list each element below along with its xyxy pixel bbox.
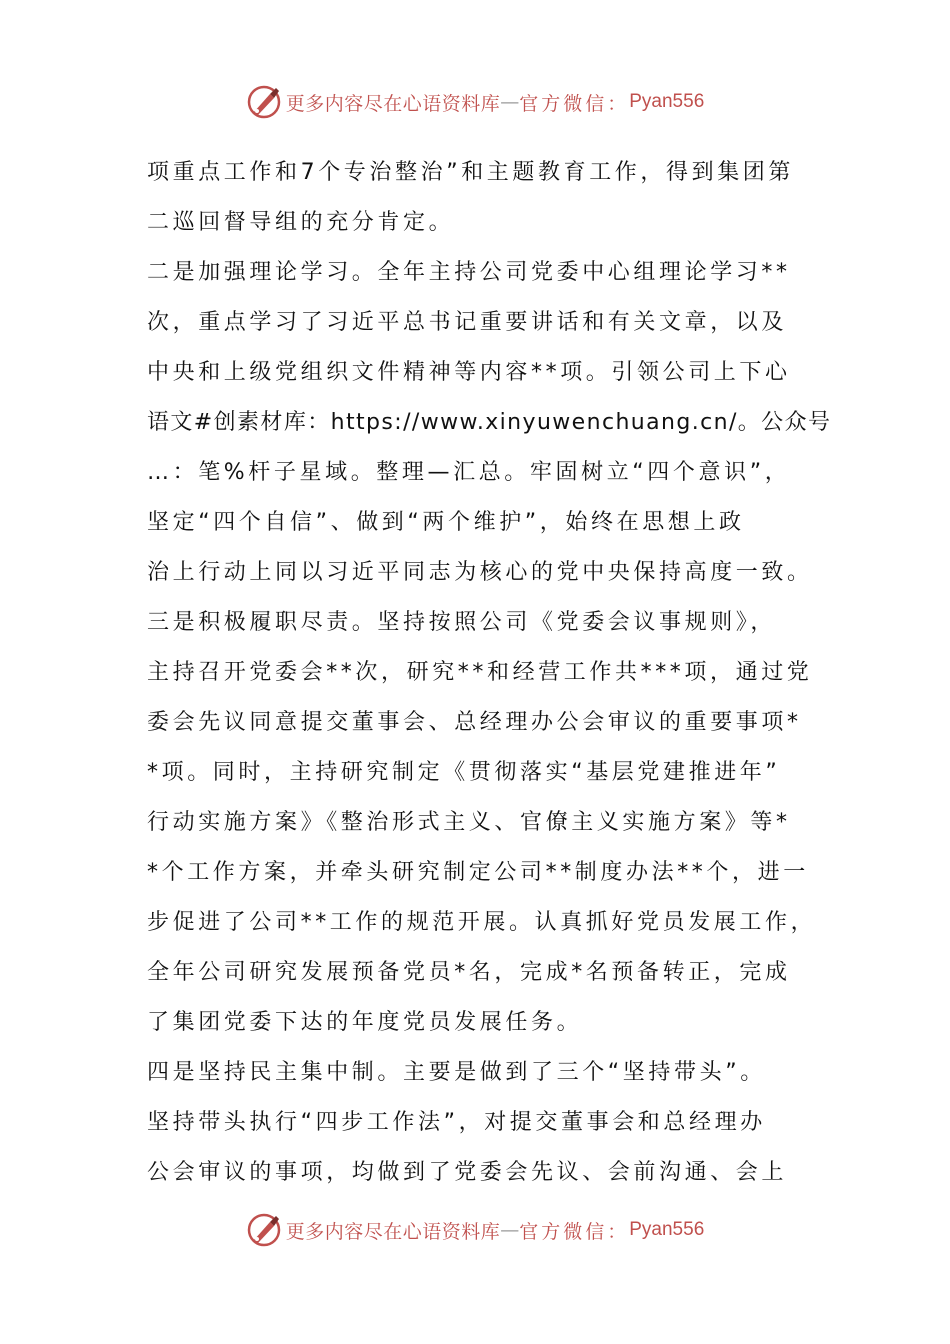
body-line: 语文#创素材库：https://www.xinyuwenchuang.cn/。公众号 — [147, 410, 832, 435]
body-line: 全年公司研究发展预备党员*名，完成*名预备转正，完成 — [147, 960, 791, 985]
body-line: 项重点工作和7个专治整治”和主题教育工作，得到集团第 — [147, 160, 794, 185]
body-line: *项。同时，主持研究制定《贯彻落实“基层党建推进年” — [147, 760, 781, 785]
footer-brand-text: 更多内容尽在心语资料库 — [285, 1220, 501, 1243]
footer-banner — [0, 1210, 950, 1250]
body-line: 主持召开党委会**次，研究**和经营工作共***项，通过党 — [147, 660, 813, 685]
body-line: …：笔%杆子星域。整理—汇总。牢固树立“四个意识”， — [147, 460, 791, 485]
header-brand-text: 更多内容尽在心语资料库 — [285, 92, 501, 115]
header-separator: — — [500, 91, 520, 113]
footer-wechat-label: 官方微信： — [519, 1220, 630, 1243]
body-line: 坚持带头执行“四步工作法”，对提交董事会和总经理办 — [147, 1110, 766, 1135]
body-line: 委会先议同意提交董事会、总经理办公会审议的重要事项* — [147, 710, 802, 735]
body-line: 行动实施方案》《整治形式主义、官僚主义实施方案》等* — [147, 810, 791, 835]
footer-wechat-id: Pyan556 — [629, 1219, 705, 1240]
body-line: 四是坚持民主集中制。主要是做到了三个“坚持带头”。 — [147, 1060, 766, 1085]
header-wechat-label: 官方微信： — [519, 92, 630, 115]
body-line: 二是加强理论学习。全年主持公司党委中心组理论学习** — [147, 260, 791, 285]
body-line: 二巡回督导组的充分肯定。 — [147, 210, 455, 235]
body-line: 了集团党委下达的年度党员发展任务。 — [147, 1010, 583, 1035]
body-line: 三是积极履职尽责。坚持按照公司《党委会议事规则》， — [147, 610, 777, 635]
header-banner — [0, 82, 950, 122]
body-line: 公会审议的事项，均做到了党委会先议、会前沟通、会上 — [147, 1160, 788, 1185]
body-line: *个工作方案，并牵头研究制定公司**制度办法**个，进一 — [147, 860, 809, 885]
header-wechat-id: Pyan556 — [629, 91, 705, 112]
body-line: 坚定“四个自信”、做到“两个维护”，始终在思想上政 — [147, 510, 745, 535]
body-line: 治上行动上同以习近平同志为核心的党中央保持高度一致。 — [147, 560, 813, 585]
body-line: 次，重点学习了习近平总书记重要讲话和有关文章，以及 — [147, 310, 788, 335]
footer-separator: — — [500, 1219, 520, 1241]
body-line: 步促进了公司**工作的规范开展。认真抓好党员发展工作， — [147, 910, 817, 935]
pen-nib-logo-icon — [246, 1212, 282, 1248]
document-body — [147, 148, 832, 1198]
body-line: 中央和上级党组织文件精神等内容**项。引领公司上下心 — [147, 360, 791, 385]
pen-nib-logo-icon — [246, 84, 282, 120]
